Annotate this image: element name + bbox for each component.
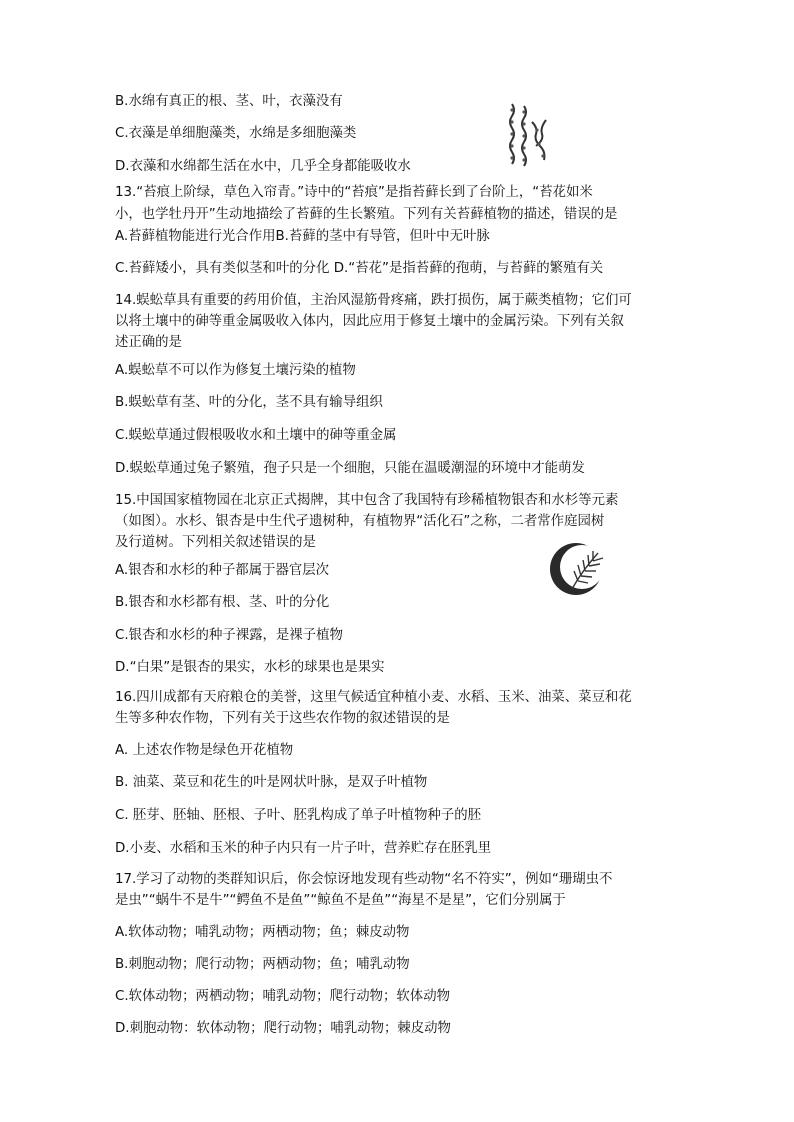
q14-option-d: D.蜈蚣草通过兔子繁殖，孢子只是一个细胞，只能在温暖潮湿的环境中才能萌发 [115,461,585,476]
q12-option-b: B.水绵有真正的根、茎、叶，衣藻没有 [115,94,343,109]
q17-option-d: D.刺胞动物：软体动物；爬行动物；哺乳动物；棘皮动物 [115,1021,451,1036]
q12-option-d: D.衣藻和水绵都生活在水中，几乎全身都能吸收水 [115,159,411,174]
q17-option-a: A.软体动物；哺乳动物；两栖动物；鱼；棘皮动物 [115,925,410,940]
q15-option-d: D.“白果”是银杏的果实，水杉的球果也是果实 [115,660,385,675]
algae-figure [502,100,554,168]
q17-line-2: 是虫”“蜗牛不是牛”“鳄鱼不是鱼”“鲸鱼不是鱼”“海星不是星”，它们分别属于 [115,893,566,908]
q12-option-c: C.衣藻是单细胞藻类，水绵是多细胞藻类 [115,126,357,141]
q14-option-c: C.蜈蚣草通过假根吸收水和土壤中的砷等重金属 [115,428,397,443]
q15-line-2: （如图）。水杉、银杏是中生代孑遗树种，有植物界“活化石”之称，二者常作庭园树 [115,514,605,529]
q13-options-c-d: C.苔藓矮小，具有类似茎和叶的分化 D.“苔花”是指苔藓的孢萌，与苔藓的繁殖有关 [115,261,604,276]
q14-option-a: A.蜈蚣草不可以作为修复土壤污染的植物 [115,363,356,378]
q16-line-2: 生等多种农作物，下列有关于这些农作物的叙述错误的是 [115,711,450,726]
q15-line-1: 15.中国国家植物园在北京正式揭牌，其中包含了我国特有珍稀植物银杏和水杉等元素 [115,493,619,508]
q16-option-c: C. 胚芽、胚轴、胚根、子叶、胚乳构成了单子叶植物种子的胚 [115,808,482,823]
q17-option-c: C.软体动物；两栖动物；哺乳动物；爬行动物；软体动物 [115,989,450,1004]
q13-line-2: 小，也学牡丹开”生动地描绘了苔藓的生长繁殖。下列有关苔藓植物的描述，错误的是 [115,207,618,222]
q14-line-2: 以将土壤中的砷等重金属吸收入体内，因此应用于修复土壤中的金属污染。下列有关叙 [115,314,624,329]
q16-option-d: D.小麦、水稻和玉米的种子内只有一片子叶，营养贮存在胚乳里 [115,841,492,856]
q16-option-a: A. 上述农作物是绿色开花植物 [115,743,294,758]
q13-options-a-b: A.苔藓植物能进行光合作用B.苔藓的茎中有导管，但叶中无叶脉 [115,229,490,244]
q15-line-3: 及行道树。下列相关叙述错误的是 [115,535,316,550]
q17-option-b: B.刺胞动物；爬行动物；两栖动物；鱼；哺乳动物 [115,957,410,972]
q14-line-1: 14.蜈蚣草具有重要的药用价值，主治风湿筋骨疼痛，跌打损伤，属于蕨类植物；它们可 [115,293,632,308]
q15-option-a: A.银杏和水杉的种子都属于器官层次 [115,563,330,578]
q17-line-1: 17.学习了动物的类群知识后，你会惊讶地发现有些动物“名不符实”，例如“珊瑚虫不 [115,872,613,887]
ginkgo-metasequoia-emblem [548,541,608,597]
q16-line-1: 16.四川成都有天府粮仓的美誉，这里气候适宜种植小麦、水稻、玉米、油菜、菜豆和花 [115,690,632,705]
q16-option-b: B. 油菜、菜豆和花生的叶是网状叶脉，是双子叶植物 [115,775,428,790]
q15-option-c: C.银杏和水杉的种子裸露，是裸子植物 [115,628,343,643]
q14-line-3: 述正确的是 [115,335,182,350]
q13-line-1: 13.“苔痕上阶绿，草色入帘青。”诗中的“苔痕”是指苔藓长到了台阶上，“苔花如米 [115,185,593,200]
q14-option-b: B.蜈蚣草有茎、叶的分化，茎不具有输导组织 [115,395,383,410]
q15-option-b: B.银杏和水杉都有根、茎、叶的分化 [115,595,330,610]
